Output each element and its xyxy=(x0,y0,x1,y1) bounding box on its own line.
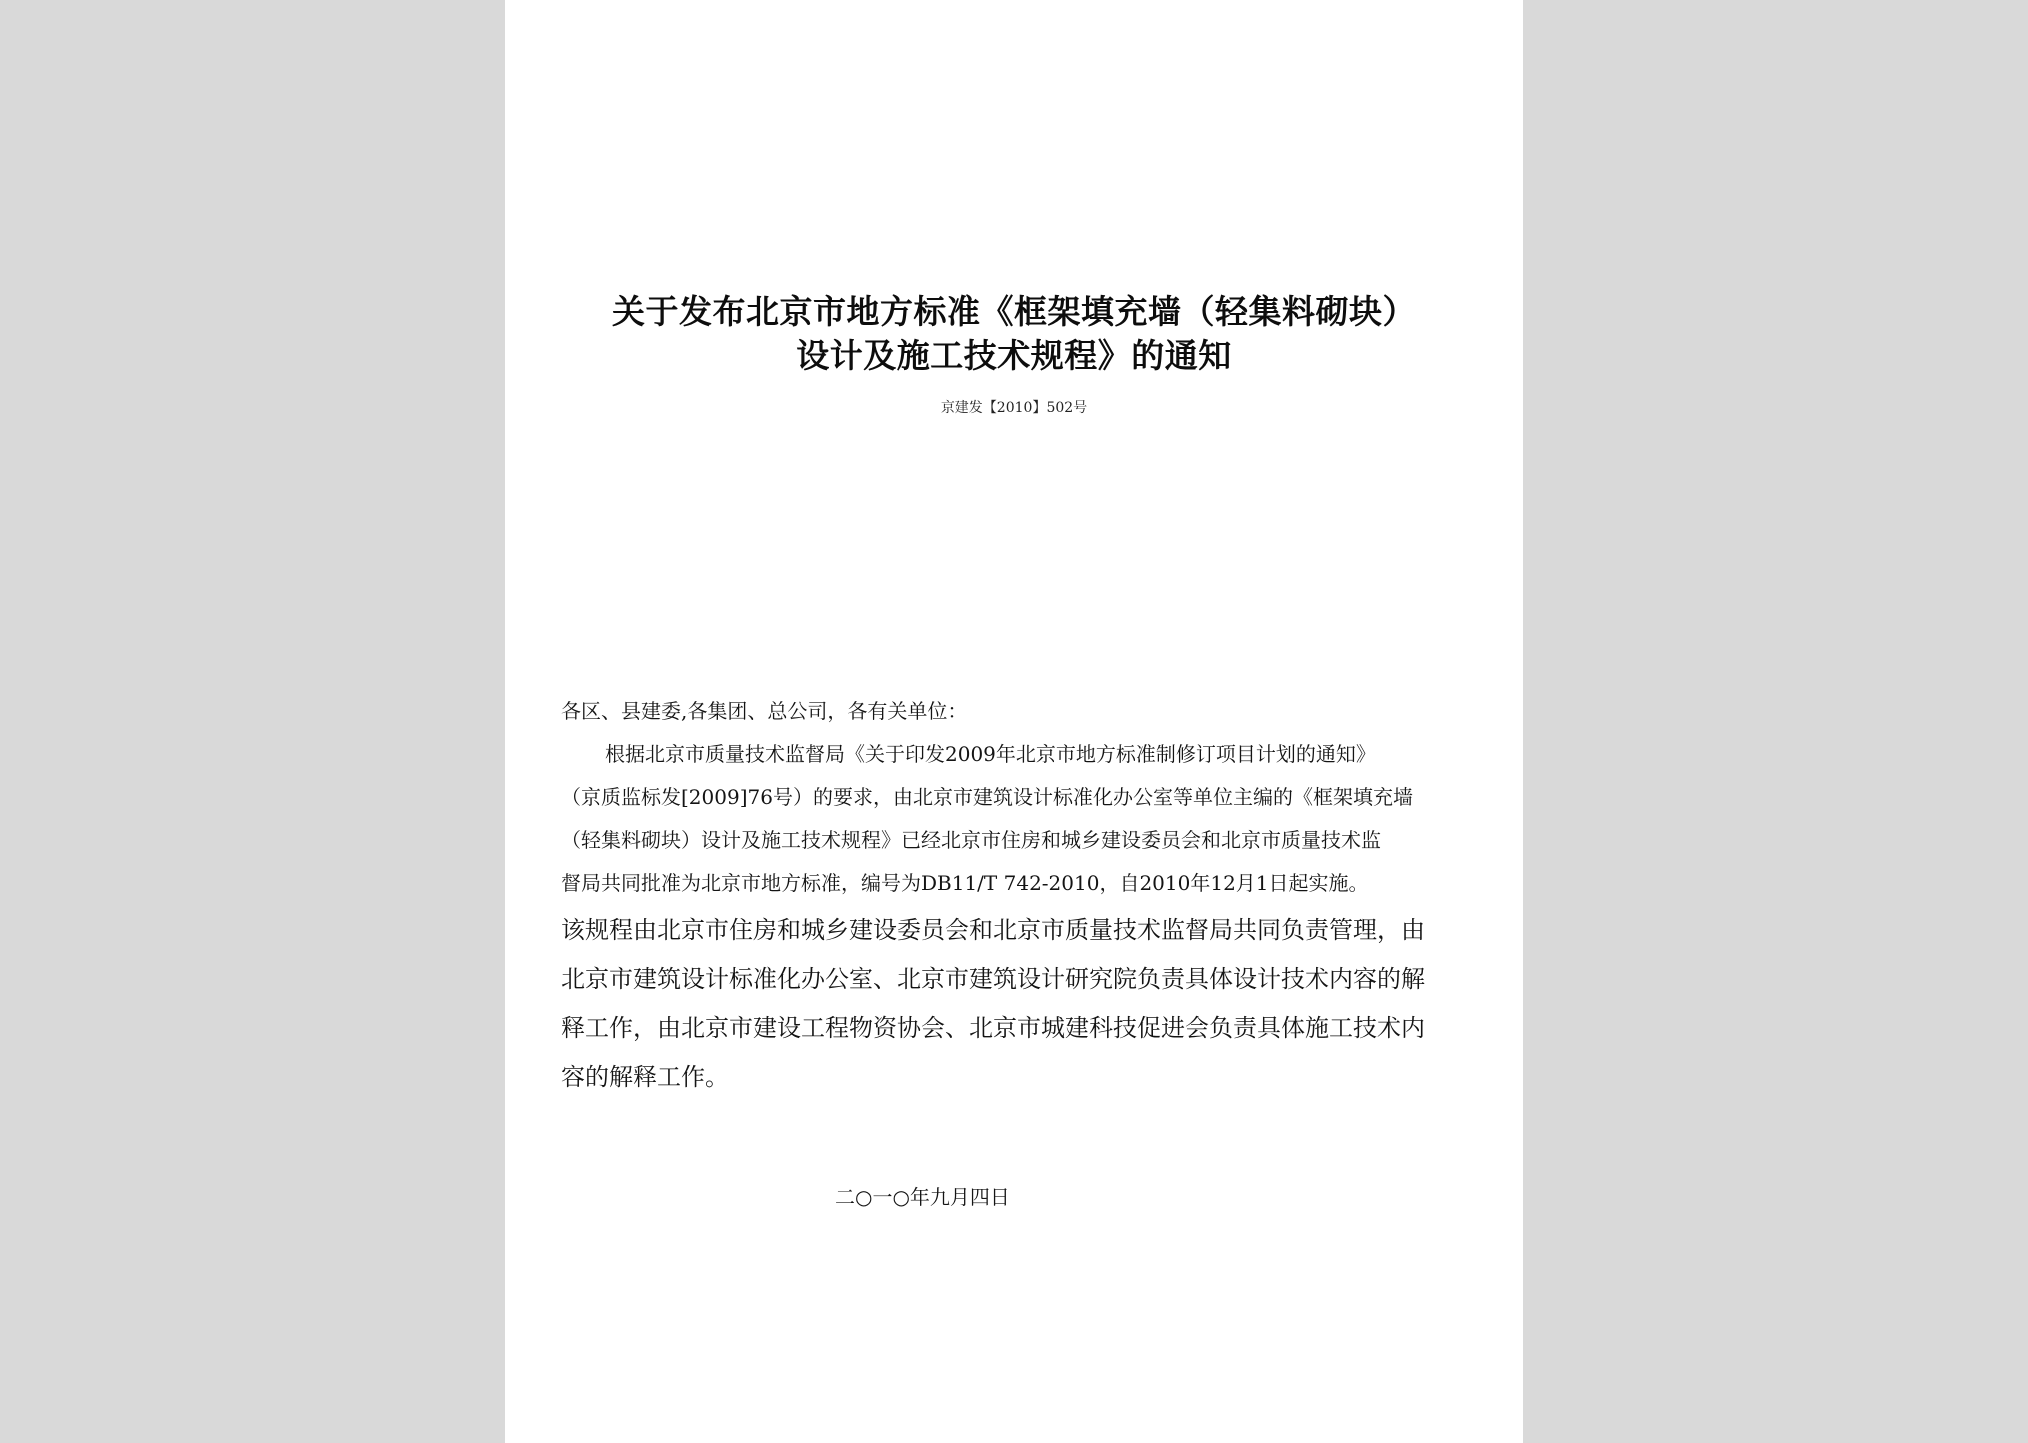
paragraph-2-line: 容的解释工作。 xyxy=(561,1063,729,1091)
document-page xyxy=(505,0,1523,1443)
document-title xyxy=(505,290,1523,378)
document-date: 二○一○年九月四日 xyxy=(835,1185,1010,1209)
paragraph-1-line: （轻集料砌块）设计及施工技术规程》已经北京市住房和城乡建设委员会和北京市质量技术监 xyxy=(561,828,1381,852)
paragraph-2-line: 释工作，由北京市建设工程物资协会、北京市城建科技促进会负责具体施工技术内 xyxy=(561,1014,1425,1042)
title-line-1: 关于发布北京市地方标准《框架填充墙（轻集料砌块） xyxy=(612,292,1416,331)
paragraph-2-line: 北京市建筑设计标准化办公室、北京市建筑设计研究院负责具体设计技术内容的解 xyxy=(561,965,1425,993)
paragraph-1-line: 根据北京市质量技术监督局《关于印发2009年北京市地方标准制修订项目计划的通知》 xyxy=(605,742,1376,766)
paragraph-1-line: 督局共同批准为北京市地方标准，编号为DB11/T 742-2010，自2010年12月1日起实施。 xyxy=(561,871,1369,895)
salutation xyxy=(561,690,1481,733)
document-number: 京建发【2010】502号 xyxy=(940,400,1088,416)
title-line-2: 设计及施工技术规程》的通知 xyxy=(796,336,1232,375)
salutation-text: 各区、县建委,各集团、总公司，各有关单位： xyxy=(561,699,968,723)
paragraph-1-line: （京质监标发[2009]76号）的要求，由北京市建筑设计标准化办公室等单位主编的《框架填充墙 xyxy=(561,785,1413,809)
paragraph-1 xyxy=(561,733,1481,905)
paragraph-2-line: 该规程由北京市住房和城乡建设委员会和北京市质量技术监督局共同负责管理，由 xyxy=(561,916,1425,944)
paragraph-2 xyxy=(561,906,1481,1102)
